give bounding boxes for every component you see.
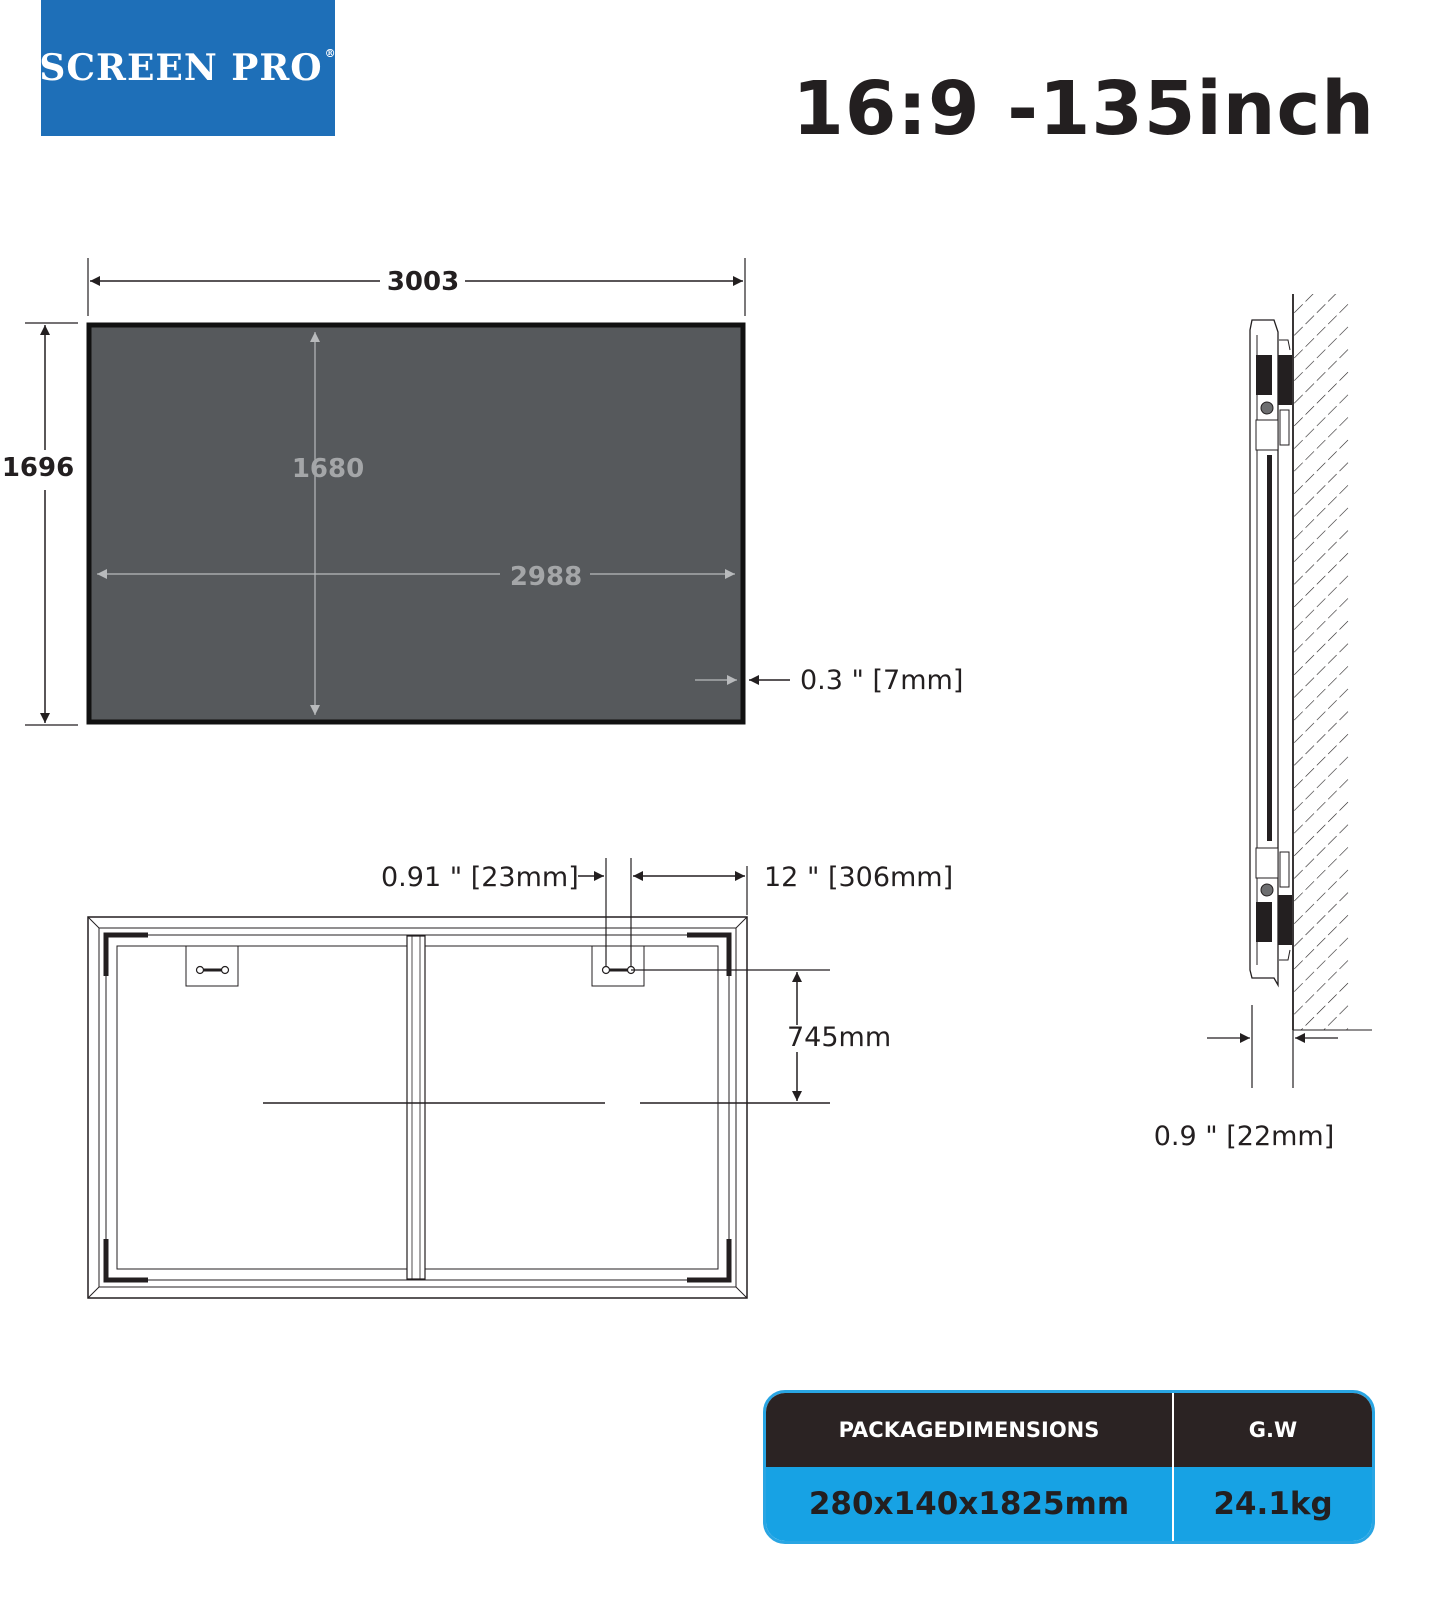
bracket-offset-label: 0.91 " [23mm] bbox=[381, 862, 579, 893]
frame-border-label: 0.3 " [7mm] bbox=[800, 665, 964, 696]
bracket-from-edge-label: 12 " [306mm] bbox=[764, 862, 954, 893]
package-table-values bbox=[766, 1467, 1372, 1541]
viewable-height-label: 1680 bbox=[291, 454, 365, 484]
brand-logo-text: SCREEN PRO ® bbox=[39, 47, 337, 89]
package-dimensions-value: 280x140x1825mm bbox=[766, 1467, 1174, 1541]
bracket-drop-label: 745mm bbox=[787, 1022, 892, 1053]
front-view bbox=[2, 258, 964, 725]
hanging-bracket-right bbox=[592, 946, 644, 986]
gross-weight-value: 24.1kg bbox=[1213, 1486, 1333, 1522]
registered-mark: ® bbox=[324, 47, 337, 60]
outer-width-label: 3003 bbox=[386, 267, 460, 297]
outer-height-label: 1696 bbox=[1, 453, 75, 483]
page-title: 16:9 -135inch bbox=[792, 66, 1375, 152]
package-table bbox=[763, 1390, 1375, 1544]
side-view bbox=[1154, 294, 1372, 1152]
wall-gap-label: 0.9 " [22mm] bbox=[1153, 1121, 1335, 1152]
package-table-header bbox=[766, 1393, 1372, 1467]
back-view bbox=[88, 858, 953, 1298]
package-dimensions-header: PACKAGEDIMENSIONS bbox=[766, 1393, 1174, 1467]
screen-surface bbox=[89, 325, 743, 722]
viewable-width-label: 2988 bbox=[509, 562, 583, 592]
gross-weight-header: G.W bbox=[1248, 1418, 1298, 1442]
hanging-bracket-left bbox=[186, 946, 238, 986]
wall-section bbox=[1293, 294, 1349, 1030]
